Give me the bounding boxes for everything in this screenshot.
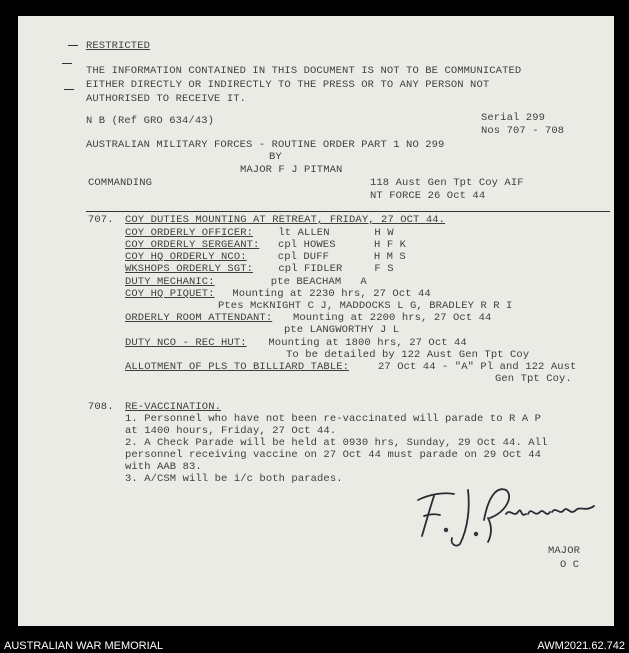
commanding-label: COMMANDING (88, 177, 153, 189)
commander-name: MAJOR F J PITMAN (240, 164, 343, 176)
duty-value: Gen Tpt Coy. (495, 373, 572, 385)
order-number: 707. (88, 214, 114, 226)
ora-personnel: pte LANGWORTHY J L (284, 324, 400, 336)
duty-label: COY HQ PIQUET: (125, 288, 215, 300)
document-title: AUSTRALIAN MILITARY FORCES - ROUTINE ORDER PART 1 NO 299 (86, 139, 445, 151)
divider-line (86, 211, 610, 212)
margin-mark (62, 63, 72, 64)
notice-line: AUTHORISED TO RECEIVE IT. (86, 93, 247, 105)
duty-label: COY ORDERLY SERGEANT: (125, 239, 260, 251)
serial-number: Serial 299 (481, 112, 546, 124)
duty-value: Mounting at 1800 hrs, 27 Oct 44 (262, 337, 467, 349)
duty-label: COY HQ ORDERLY NCO: (125, 251, 247, 263)
order-text: 1. Personnel who have not been re-vaccinated will parade to R A P (125, 413, 542, 425)
handwritten-signature (410, 478, 610, 550)
duty-label: ORDERLY ROOM ATTENDANT: (125, 312, 273, 324)
duty-label: WKSHOPS ORDERLY SGT: (125, 263, 254, 275)
signatory-rank: MAJOR (548, 545, 581, 557)
order-numbers: Nos 707 - 708 (481, 125, 565, 137)
duty-label: ALLOTMENT OF PLS TO BILLIARD TABLE: (125, 361, 350, 373)
by-label: BY (269, 151, 282, 163)
signatory-role: O C (560, 559, 580, 571)
duty-label: DUTY MECHANIC: (125, 276, 215, 288)
order-text: at 1400 hours, Friday, 27 Oct 44. (125, 425, 337, 437)
order-text: with AAB 83. (125, 461, 202, 473)
duty-value: Mounting at 2230 hrs, 27 Oct 44 (226, 288, 431, 300)
reference: N B (Ref GRO 634/43) (86, 115, 215, 127)
duty-value: 27 Oct 44 - "A" Pl and 122 Aust (378, 361, 577, 373)
notice-line: THE INFORMATION CONTAINED IN THIS DOCUMENT IS NOT TO BE COMMUNICATED (86, 65, 522, 77)
duty-value: Mounting at 2200 hrs, 27 Oct 44 (293, 312, 492, 324)
duty-value: lt ALLEN H W (272, 227, 394, 239)
piquet-personnel: Ptes McKNIGHT C J, MADDOCKS L G, BRADLEY R R I (218, 300, 513, 312)
place-date: NT FORCE 26 Oct 44 (370, 190, 486, 202)
order-text: 3. A/CSM will be i/c both parades. (125, 473, 343, 485)
duty-value: cpl HOWES H F K (278, 239, 407, 251)
footer-accession-number: AWM2021.62.742 (537, 640, 625, 652)
margin-mark (64, 89, 74, 90)
duty-value: cpl DUFF H M S (265, 251, 406, 263)
notice-line: EITHER DIRECTLY OR INDIRECTLY TO THE PRESS OR TO ANY PERSON NOT (86, 79, 490, 91)
duty-detail: To be detailed by 122 Aust Gen Tpt Coy (286, 349, 530, 361)
order-number: 708. (88, 401, 114, 413)
unit-name: 118 Aust Gen Tpt Coy AIF (370, 177, 524, 189)
order-heading: COY DUTIES MOUNTING AT RETREAT, FRIDAY, 27 OCT 44. (125, 214, 446, 226)
restricted-label: RESTRICTED (86, 40, 151, 52)
duty-label: DUTY NCO - REC HUT: (125, 337, 247, 349)
order-text: 2. A Check Parade will be held at 0930 hrs, Sunday, 29 Oct 44. All (125, 437, 548, 449)
order-heading: RE-VACCINATION. (125, 401, 222, 413)
duty-value: cpl FIDLER F S (272, 263, 394, 275)
order-text: personnel receiving vaccine on 27 Oct 44 must parade on 29 Oct 44 (125, 449, 542, 461)
duty-value: pte BEACHAM A (226, 276, 367, 288)
margin-mark (68, 45, 78, 46)
footer-institution: AUSTRALIAN WAR MEMORIAL (4, 640, 164, 652)
duty-label: COY ORDERLY OFFICER: (125, 227, 254, 239)
